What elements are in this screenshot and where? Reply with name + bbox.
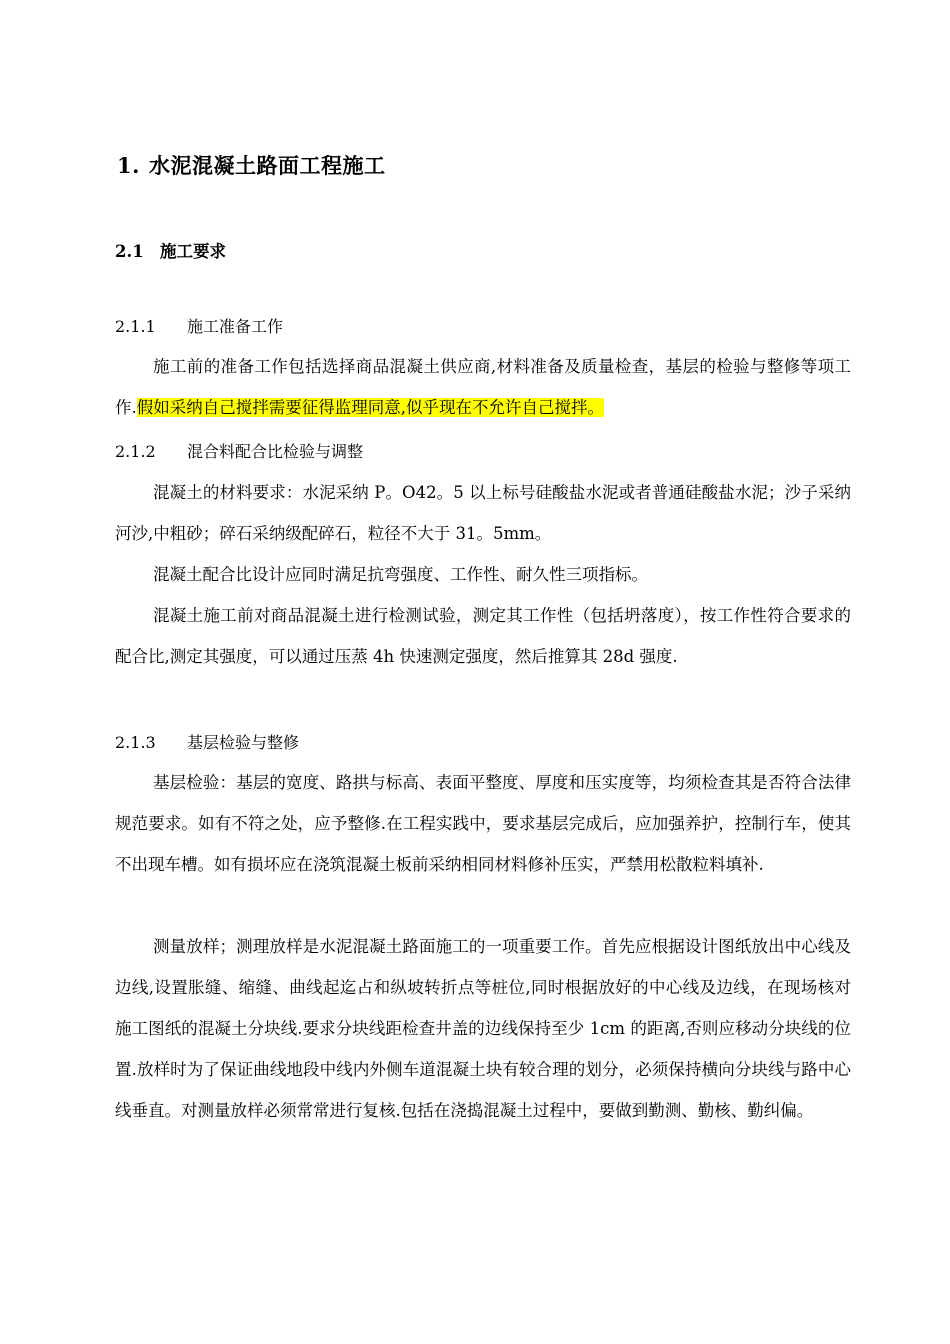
heading-2-number: 2.1 (115, 242, 144, 261)
paragraph-testing (115, 595, 851, 677)
paragraph-survey-layout (115, 926, 851, 1131)
section-heading-2-1-1 (115, 314, 283, 337)
paragraph-text: 混凝土配合比设计应同时满足抗弯强度、工作性、耐久性三项指标。 (153, 565, 648, 584)
paragraph-text: 基层检验：基层的宽度、路拱与标高、表面平整度、厚度和压实度等，均须检查其是否符合法律规范要求。如有不符之处，应予整修.在工程实践中，要求基层完成后，应加强养护，控制行车，使其不出现车槽。如有损坏应在浇筑混凝土板前采纳相同材料修补压实，严禁用松散粒料填补. (115, 773, 851, 874)
paragraph-text: 混凝土施工前对商品混凝土进行检测试验，测定其工作性（包括坍落度），按工作性符合要求的配合比,测定其强度，可以通过压蒸 4h 快速测定强度，然后推算其 28d 强度. (115, 606, 851, 666)
section-heading-2-1-2 (115, 439, 363, 462)
heading-1 (117, 150, 386, 180)
section-number: 2.1.1 (115, 317, 156, 336)
section-number: 2.1.2 (115, 442, 156, 461)
section-number: 2.1.3 (115, 733, 156, 752)
heading-2 (115, 238, 226, 262)
paragraph-prep-work (115, 346, 851, 428)
paragraph-text: 施工前的准备工作包括选择商品混凝土供应商,材料准备及质量检查，基层的检验与整修等项工作. (115, 357, 851, 417)
section-title: 施工准备工作 (187, 317, 284, 336)
paragraph-text: 测量放样；测理放样是水泥混凝土路面施工的一项重要工作。首先应根据设计图纸放出中心线及边线,设置胀缝、缩缝、曲线起迄占和纵坡转折点等桩位,同时根据放好的中心线及边线，在现场核对施工图纸的混凝土分块线.要求分块线距检查井盖的边线保持至少 1cm 的距离,否则应移动分块线的位置.放样时为了保证曲线地段中线内外侧车道混凝土块有较合理的划分，必须保持横向分块线与路中心线垂直。对测量放样必须常常进行复核.包括在浇捣混凝土过程中，要做到勤测、勤核、勤纠偏。 (115, 937, 851, 1120)
section-heading-2-1-3 (115, 730, 299, 753)
paragraph-text: 混凝土的材料要求：水泥采纳 P。O42。5 以上标号硅酸盐水泥或者普通硅酸盐水泥；沙子采纳河沙,中粗砂；碎石采纳级配碎石，粒径不大于 31。5mm。 (115, 483, 851, 543)
heading-1-number: 1. (117, 153, 140, 178)
heading-2-title: 施工要求 (160, 242, 226, 261)
section-title: 基层检验与整修 (187, 733, 300, 752)
heading-1-title: 水泥混凝土路面工程施工 (149, 153, 386, 178)
paragraph-mix-design (115, 554, 851, 595)
paragraph-base-inspection (115, 762, 851, 885)
section-title: 混合料配合比检验与调整 (187, 442, 364, 461)
highlighted-text: 假如采纳自己搅拌需要征得监理同意,似乎现在不允许自己搅拌。 (136, 398, 604, 417)
paragraph-material-requirements (115, 472, 851, 554)
